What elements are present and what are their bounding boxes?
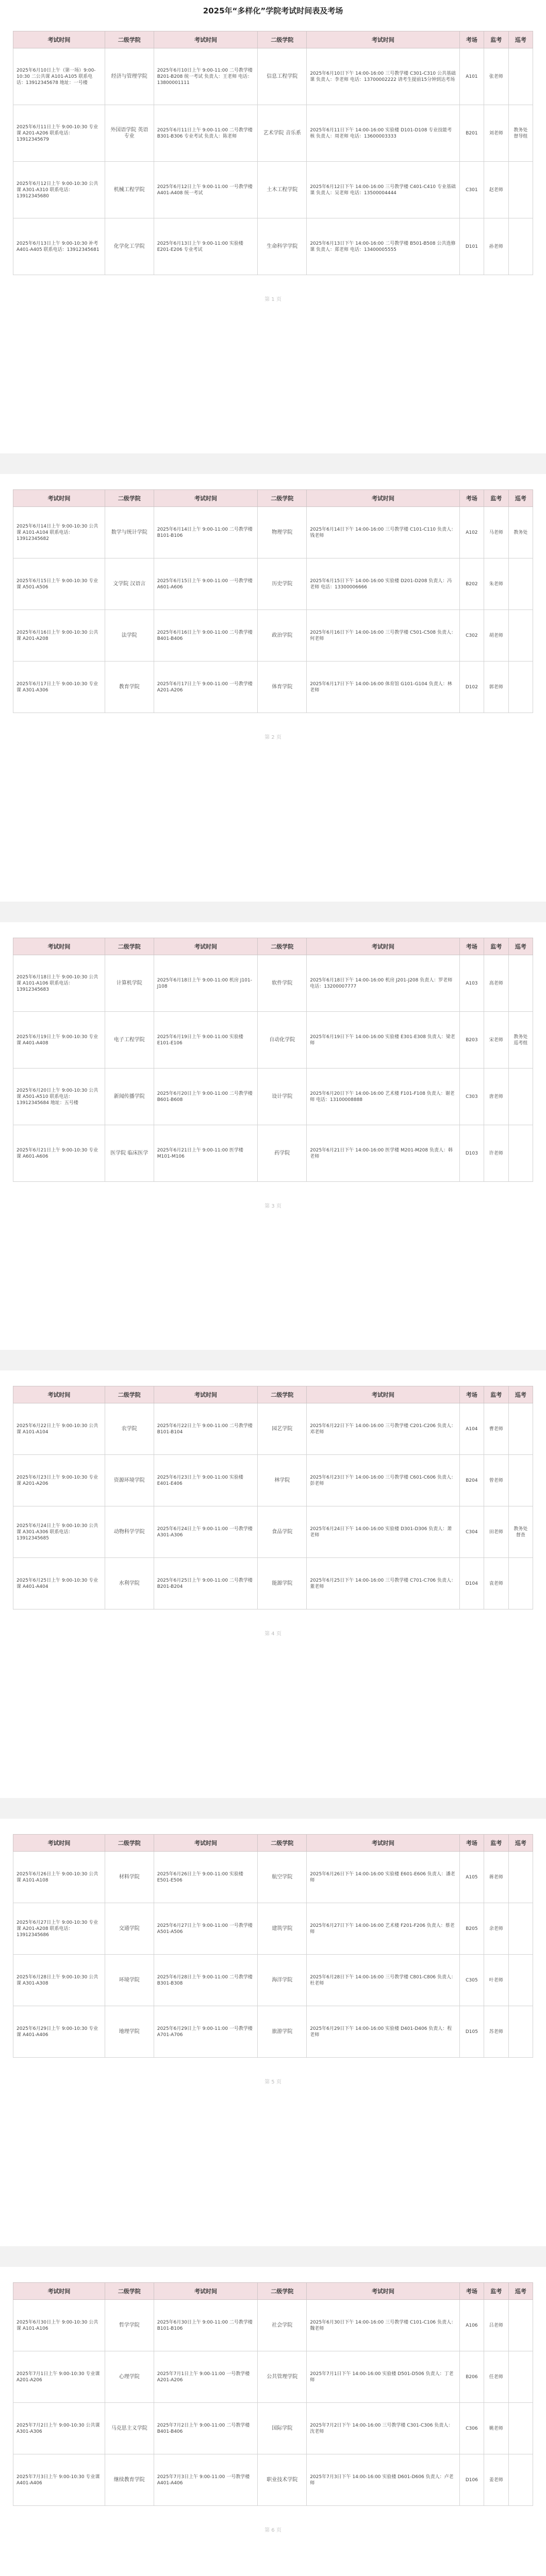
column-header-c2: 二级学院	[105, 2283, 154, 2300]
column-header-c6: 考场	[459, 1386, 484, 1403]
table-cell-a: 2025年6月27日上午 9:00-10:30 专业课 A201-A208 联系电话：13912345686	[13, 1903, 105, 1955]
table-cell-g: 刘老师	[484, 105, 508, 162]
table-cell-a: 2025年6月20日上午 9:00-10:30 公共课 A501-A510 联系电话：13912345684 地址：五号楼	[13, 1069, 105, 1125]
exam-table	[13, 1834, 533, 2058]
table-cell-f: D103	[459, 1125, 484, 1182]
table-cell-d: 土木工程学院	[258, 162, 307, 218]
table-cell-c: 2025年6月29日上午 9:00-11:00 一号教学楼 A701-A706	[154, 2006, 258, 2058]
table-cell-e: 2025年6月19日下午 14:00-16:00 实验楼 E301-E308 负责人：梁老师	[307, 1012, 459, 1069]
table-row	[13, 162, 533, 218]
table-cell-f: D102	[459, 662, 484, 713]
page-separator	[0, 2246, 546, 2267]
table-cell-d: 林学院	[258, 1455, 307, 1506]
exam-table	[13, 1386, 533, 1609]
table-cell-c: 2025年6月21日上午 9:00-11:00 医学楼 M101-M106	[154, 1125, 258, 1182]
table-cell-a: 2025年6月30日上午 9:00-10:30 公共课 A101-A106	[13, 2300, 105, 2351]
table-cell-a: 2025年6月11日上午 9:00-10:30 专业课 A201-A206 联系电话：13912345679	[13, 105, 105, 162]
column-header-c7: 监考	[484, 938, 508, 955]
table-cell-h	[508, 2006, 533, 2058]
table-cell-c: 2025年6月23日上午 9:00-11:00 实验楼 E401-E406	[154, 1455, 258, 1506]
table-cell-h	[508, 162, 533, 218]
table-cell-d: 航空学院	[258, 1852, 307, 1903]
column-header-c7: 监考	[484, 31, 508, 48]
table-cell-g: 曹老师	[484, 1403, 508, 1455]
table-cell-d: 旅游学院	[258, 2006, 307, 2058]
table-cell-h	[508, 2454, 533, 2506]
page-number: 第 5 页	[264, 2079, 282, 2085]
table-cell-h: 教务处 巡考组	[508, 1012, 533, 1069]
table-cell-d: 社会学院	[258, 2300, 307, 2351]
table-cell-e: 2025年6月13日下午 14:00-16:00 二号教学楼 B501-B508 公共选修课 负责人：郑老师 电话：13400005555	[307, 218, 459, 275]
table-cell-e: 2025年7月1日下午 14:00-16:00 实验楼 D501-D506 负责人：丁老师	[307, 2351, 459, 2403]
table-cell-b: 电子工程学院	[105, 1012, 154, 1069]
column-header-c1: 考试时间	[13, 1386, 105, 1403]
table-cell-a: 2025年7月1日上午 9:00-10:30 专业课 A201-A206	[13, 2351, 105, 2403]
table-cell-g: 姜老师	[484, 2454, 508, 2506]
table-cell-f: C305	[459, 1955, 484, 2006]
table-cell-e: 2025年6月18日下午 14:00-16:00 机房 J201-J208 负责人：罗老师 电话：13200007777	[307, 955, 459, 1012]
table-cell-a: 2025年6月22日上午 9:00-10:30 公共课 A101-A104	[13, 1403, 105, 1455]
table-cell-c: 2025年6月10日上午 9:00-11:00 二号教学楼 B201-B208 统一考试 负责人：王老师 电话：13800001111	[154, 48, 258, 105]
table-cell-f: C301	[459, 162, 484, 218]
table-cell-e: 2025年6月17日下午 14:00-16:00 体育馆 G101-G104 负责人：林老师	[307, 662, 459, 713]
table-cell-f: A104	[459, 1403, 484, 1455]
table-row	[13, 1955, 533, 2006]
column-header-c6: 考场	[459, 1835, 484, 1852]
table-cell-e: 2025年7月2日下午 14:00-16:00 三号教学楼 C301-C306 负责人：沈老师	[307, 2403, 459, 2454]
table-cell-b: 材料学院	[105, 1852, 154, 1903]
table-cell-c: 2025年6月18日上午 9:00-11:00 机房 J101-J108	[154, 955, 258, 1012]
table-cell-e: 2025年6月16日下午 14:00-16:00 三号教学楼 C501-C508 负责人：何老师	[307, 610, 459, 662]
column-header-c4: 二级学院	[258, 1386, 307, 1403]
table-cell-c: 2025年6月14日上午 9:00-11:00 二号教学楼 B101-B106	[154, 507, 258, 558]
table-cell-b: 机械工程学院	[105, 162, 154, 218]
table-row	[13, 2454, 533, 2506]
table-cell-c: 2025年6月20日上午 9:00-11:00 二号教学楼 B601-B608	[154, 1069, 258, 1125]
table-cell-g: 高老师	[484, 955, 508, 1012]
column-header-c2: 二级学院	[105, 31, 154, 48]
table-cell-a: 2025年6月25日上午 9:00-10:30 专业课 A401-A404	[13, 1558, 105, 1609]
table-cell-h	[508, 1903, 533, 1955]
table-cell-b: 医学院 临床医学	[105, 1125, 154, 1182]
column-header-c5: 考试时间	[307, 1386, 459, 1403]
table-cell-c: 2025年7月2日上午 9:00-11:00 二号教学楼 B401-B406	[154, 2403, 258, 2454]
table-cell-h	[508, 1852, 533, 1903]
table-cell-d: 生命科学学院	[258, 218, 307, 275]
page-title: 2025年“多样化”学院考试时间表及考场	[203, 6, 343, 15]
table-cell-f: A105	[459, 1852, 484, 1903]
table-cell-c: 2025年6月27日上午 9:00-11:00 一号教学楼 A501-A506	[154, 1903, 258, 1955]
table-cell-b: 法学院	[105, 610, 154, 662]
table-cell-e: 2025年6月14日下午 14:00-16:00 三号教学楼 C101-C110 负责人：钱老师	[307, 507, 459, 558]
column-header-c3: 考试时间	[154, 490, 258, 507]
table-cell-g: 胡老师	[484, 610, 508, 662]
table-cell-e: 2025年6月25日下午 14:00-16:00 三号教学楼 C701-C706 负责人：董老师	[307, 1558, 459, 1609]
table-row	[13, 1903, 533, 1955]
table-cell-c: 2025年6月15日上午 9:00-11:00 一号教学楼 A601-A606	[154, 558, 258, 610]
table-cell-g: 宋老师	[484, 1012, 508, 1069]
table-cell-d: 海洋学院	[258, 1955, 307, 2006]
table-cell-h	[508, 1125, 533, 1182]
table-cell-c: 2025年6月24日上午 9:00-11:00 一号教学楼 A301-A306	[154, 1506, 258, 1558]
table-cell-e: 2025年6月28日下午 14:00-16:00 三号教学楼 C801-C806 负责人：杜老师	[307, 1955, 459, 2006]
table-cell-g: 叶老师	[484, 1955, 508, 2006]
table-cell-b: 经济与管理学院	[105, 48, 154, 105]
table-cell-e: 2025年6月23日下午 14:00-16:00 三号教学楼 C601-C606 负责人：彭老师	[307, 1455, 459, 1506]
table-cell-f: D106	[459, 2454, 484, 2506]
table-cell-c: 2025年6月25日上午 9:00-11:00 二号教学楼 B201-B204	[154, 1558, 258, 1609]
table-cell-g: 吕老师	[484, 2300, 508, 2351]
table-row	[13, 48, 533, 105]
table-cell-e: 2025年6月30日下午 14:00-16:00 三号教学楼 C101-C106 负责人：魏老师	[307, 2300, 459, 2351]
table-row	[13, 2006, 533, 2058]
table-cell-f: B203	[459, 1012, 484, 1069]
table-cell-d: 能源学院	[258, 1558, 307, 1609]
table-cell-g: 孙老师	[484, 218, 508, 275]
column-header-c4: 二级学院	[258, 490, 307, 507]
column-header-c2: 二级学院	[105, 1835, 154, 1852]
table-cell-f: B206	[459, 2351, 484, 2403]
page-separator	[0, 1798, 546, 1819]
table-cell-a: 2025年6月12日上午 9:00-10:30 公共课 A301-A310 联系电话：13912345680	[13, 162, 105, 218]
table-cell-c: 2025年6月17日上午 9:00-11:00 一号教学楼 A201-A206	[154, 662, 258, 713]
column-header-c1: 考试时间	[13, 31, 105, 48]
table-cell-a: 2025年6月15日上午 9:00-10:30 专业课 A501-A506	[13, 558, 105, 610]
table-cell-a: 2025年6月16日上午 9:00-10:30 公共课 A201-A208	[13, 610, 105, 662]
table-cell-f: D105	[459, 2006, 484, 2058]
table-cell-g: 余老师	[484, 1903, 508, 1955]
table-cell-g: 朱老师	[484, 558, 508, 610]
table-cell-d: 艺术学院 音乐系	[258, 105, 307, 162]
table-row	[13, 2403, 533, 2454]
table-cell-f: A102	[459, 507, 484, 558]
column-header-c5: 考试时间	[307, 2283, 459, 2300]
table-cell-a: 2025年7月2日上午 9:00-10:30 公共课 A301-A306	[13, 2403, 105, 2454]
table-cell-b: 农学院	[105, 1403, 154, 1455]
table-cell-g: 田老师	[484, 1506, 508, 1558]
column-header-c7: 监考	[484, 1386, 508, 1403]
table-cell-a: 2025年6月10日上午（第一场）9:00-10:30 二公共课 A101-A105 联系电话：13912345678 地址：一号楼	[13, 48, 105, 105]
column-header-c6: 考场	[459, 938, 484, 955]
table-cell-g: 马老师	[484, 507, 508, 558]
table-cell-b: 外国语学院 英语专业	[105, 105, 154, 162]
table-row	[13, 1125, 533, 1182]
column-header-c5: 考试时间	[307, 1835, 459, 1852]
column-header-c3: 考试时间	[154, 1386, 258, 1403]
column-header-c2: 二级学院	[105, 938, 154, 955]
table-row	[13, 558, 533, 610]
table-cell-f: B202	[459, 558, 484, 610]
table-cell-g: 曾老师	[484, 1455, 508, 1506]
table-cell-b: 继续教育学院	[105, 2454, 154, 2506]
table-cell-h	[508, 1403, 533, 1455]
table-cell-c: 2025年7月1日上午 9:00-11:00 一号教学楼 A201-A206	[154, 2351, 258, 2403]
table-cell-d: 食品学院	[258, 1506, 307, 1558]
table-cell-a: 2025年6月14日上午 9:00-10:30 公共课 A101-A104 联系电话：13912345682	[13, 507, 105, 558]
table-cell-g: 姚老师	[484, 2403, 508, 2454]
table-cell-h: 教务处 督导组	[508, 105, 533, 162]
column-header-c8: 巡考	[508, 490, 533, 507]
table-cell-d: 物理学院	[258, 507, 307, 558]
table-cell-d: 体育学院	[258, 662, 307, 713]
table-row	[13, 105, 533, 162]
column-header-c7: 监考	[484, 2283, 508, 2300]
table-cell-b: 马克思主义学院	[105, 2403, 154, 2454]
column-header-c7: 监考	[484, 1835, 508, 1852]
column-header-c1: 考试时间	[13, 1835, 105, 1852]
table-row	[13, 1506, 533, 1558]
column-header-c6: 考场	[459, 490, 484, 507]
table-cell-b: 新闻传播学院	[105, 1069, 154, 1125]
column-header-c5: 考试时间	[307, 31, 459, 48]
table-cell-g: 赵老师	[484, 162, 508, 218]
table-cell-d: 国际学院	[258, 2403, 307, 2454]
table-row	[13, 218, 533, 275]
table-cell-d: 政治学院	[258, 610, 307, 662]
column-header-c8: 巡考	[508, 1386, 533, 1403]
table-row	[13, 2300, 533, 2351]
column-header-c2: 二级学院	[105, 490, 154, 507]
table-cell-e: 2025年6月20日下午 14:00-16:00 艺术楼 F101-F108 负责人：谢老师 电话：13100008888	[307, 1069, 459, 1125]
exam-table	[13, 31, 533, 275]
table-cell-d: 职业技术学院	[258, 2454, 307, 2506]
column-header-c4: 二级学院	[258, 1835, 307, 1852]
table-cell-c: 2025年6月22日上午 9:00-11:00 二号教学楼 B101-B104	[154, 1403, 258, 1455]
table-row	[13, 1558, 533, 1609]
column-header-c2: 二级学院	[105, 1386, 154, 1403]
table-cell-a: 2025年6月19日上午 9:00-10:30 专业课 A401-A408	[13, 1012, 105, 1069]
table-cell-c: 2025年6月19日上午 9:00-11:00 实验楼 E101-E106	[154, 1012, 258, 1069]
table-cell-g: 郭老师	[484, 662, 508, 713]
table-cell-b: 环境学院	[105, 1955, 154, 2006]
column-header-c7: 监考	[484, 490, 508, 507]
table-cell-d: 历史学院	[258, 558, 307, 610]
table-cell-c: 2025年6月16日上午 9:00-11:00 二号教学楼 B401-B406	[154, 610, 258, 662]
table-row	[13, 1852, 533, 1903]
exam-table	[13, 938, 533, 1182]
table-cell-h	[508, 662, 533, 713]
column-header-c3: 考试时间	[154, 938, 258, 955]
column-header-c6: 考场	[459, 2283, 484, 2300]
table-cell-f: C302	[459, 610, 484, 662]
table-cell-e: 2025年6月12日下午 14:00-16:00 三号教学楼 C401-C410 专业基础课 负责人：吴老师 电话：13500004444	[307, 162, 459, 218]
table-cell-e: 2025年6月15日下午 14:00-16:00 实验楼 D201-D208 负责人：冯老师 电话：13300006666	[307, 558, 459, 610]
table-cell-a: 2025年6月21日上午 9:00-10:30 专业课 A601-A606	[13, 1125, 105, 1182]
table-cell-f: B205	[459, 1903, 484, 1955]
table-cell-c: 2025年6月11日上午 9:00-11:00 二号教学楼 B301-B306 专业考试 负责人：陈老师	[154, 105, 258, 162]
page-number: 第 1 页	[264, 297, 282, 302]
column-header-c1: 考试时间	[13, 938, 105, 955]
table-cell-a: 2025年6月24日上午 9:00-10:30 公共课 A301-A306 联系电话：13912345685	[13, 1506, 105, 1558]
table-cell-a: 2025年6月18日上午 9:00-10:30 公共课 A101-A106 联系电话：13912345683	[13, 955, 105, 1012]
table-cell-f: C304	[459, 1506, 484, 1558]
table-cell-b: 教育学院	[105, 662, 154, 713]
table-cell-b: 动物科学学院	[105, 1506, 154, 1558]
column-header-c8: 巡考	[508, 31, 533, 48]
table-cell-a: 2025年7月3日上午 9:00-10:30 专业课 A401-A406	[13, 2454, 105, 2506]
page-separator	[0, 1350, 546, 1370]
table-cell-g: 张老师	[484, 48, 508, 105]
table-row	[13, 610, 533, 662]
table-cell-c: 2025年6月12日上午 9:00-11:00 一号教学楼 A401-A408 统一考试	[154, 162, 258, 218]
table-cell-h: 教务处 督查	[508, 1506, 533, 1558]
table-cell-a: 2025年6月13日上午 9:00-10:30 补考 A401-A405 联系电话：13912345681	[13, 218, 105, 275]
table-cell-c: 2025年7月3日上午 9:00-11:00 一号教学楼 A401-A406	[154, 2454, 258, 2506]
table-row	[13, 1069, 533, 1125]
table-cell-d: 设计学院	[258, 1069, 307, 1125]
table-cell-b: 哲学学院	[105, 2300, 154, 2351]
table-cell-d: 信息工程学院	[258, 48, 307, 105]
table-cell-g: 唐老师	[484, 1069, 508, 1125]
table-row	[13, 1012, 533, 1069]
table-cell-b: 化学化工学院	[105, 218, 154, 275]
table-cell-f: C306	[459, 2403, 484, 2454]
page-number: 第 2 页	[264, 735, 282, 740]
table-cell-h	[508, 1069, 533, 1125]
table-cell-d: 园艺学院	[258, 1403, 307, 1455]
table-cell-e: 2025年6月29日下午 14:00-16:00 实验楼 D401-D406 负责人：程老师	[307, 2006, 459, 2058]
column-header-c4: 二级学院	[258, 938, 307, 955]
column-header-c5: 考试时间	[307, 490, 459, 507]
table-cell-b: 数学与统计学院	[105, 507, 154, 558]
table-cell-a: 2025年6月26日上午 9:00-10:30 公共课 A101-A108	[13, 1852, 105, 1903]
table-cell-d: 药学院	[258, 1125, 307, 1182]
table-cell-e: 2025年7月3日下午 14:00-16:00 实验楼 D601-D606 负责人：卢老师	[307, 2454, 459, 2506]
table-cell-b: 交通学院	[105, 1903, 154, 1955]
table-cell-g: 袁老师	[484, 1558, 508, 1609]
table-cell-g: 许老师	[484, 1125, 508, 1182]
table-cell-h	[508, 2403, 533, 2454]
table-row	[13, 507, 533, 558]
table-cell-h	[508, 1455, 533, 1506]
table-cell-g: 蒋老师	[484, 1852, 508, 1903]
table-cell-a: 2025年6月23日上午 9:00-10:30 专业课 A201-A206	[13, 1455, 105, 1506]
table-cell-h: 教务处	[508, 507, 533, 558]
table-cell-h	[508, 610, 533, 662]
table-row	[13, 955, 533, 1012]
column-header-c3: 考试时间	[154, 31, 258, 48]
table-cell-b: 地理学院	[105, 2006, 154, 2058]
table-cell-g: 苏老师	[484, 2006, 508, 2058]
table-cell-h	[508, 1558, 533, 1609]
table-cell-d: 公共管理学院	[258, 2351, 307, 2403]
table-cell-e: 2025年6月10日下午 14:00-16:00 三号教学楼 C301-C310 公共基础课 负责人：李老师 电话：13700002222 请考生提前15分钟到达考场	[307, 48, 459, 105]
table-cell-a: 2025年6月29日上午 9:00-10:30 专业课 A401-A406	[13, 2006, 105, 2058]
table-cell-e: 2025年6月26日下午 14:00-16:00 实验楼 E601-E606 负责人：潘老师	[307, 1852, 459, 1903]
table-cell-h	[508, 218, 533, 275]
table-cell-h	[508, 1955, 533, 2006]
table-cell-c: 2025年6月30日上午 9:00-11:00 二号教学楼 B101-B106	[154, 2300, 258, 2351]
table-cell-f: A103	[459, 955, 484, 1012]
table-cell-a: 2025年6月17日上午 9:00-10:30 专业课 A301-A306	[13, 662, 105, 713]
table-cell-f: D104	[459, 1558, 484, 1609]
table-cell-e: 2025年6月24日下午 14:00-16:00 实验楼 D301-D306 负责人：萧老师	[307, 1506, 459, 1558]
table-cell-e: 2025年6月27日下午 14:00-16:00 艺术楼 F201-F206 负责人：蔡老师	[307, 1903, 459, 1955]
table-cell-h	[508, 558, 533, 610]
exam-table	[13, 2282, 533, 2506]
table-cell-g: 任老师	[484, 2351, 508, 2403]
table-cell-f: C303	[459, 1069, 484, 1125]
table-row	[13, 662, 533, 713]
table-cell-c: 2025年6月26日上午 9:00-11:00 实验楼 E501-E506	[154, 1852, 258, 1903]
column-header-c8: 巡考	[508, 938, 533, 955]
table-cell-f: B201	[459, 105, 484, 162]
table-cell-f: B204	[459, 1455, 484, 1506]
page-separator	[0, 453, 546, 474]
table-row	[13, 1403, 533, 1455]
table-cell-h	[508, 48, 533, 105]
column-header-c4: 二级学院	[258, 2283, 307, 2300]
table-cell-e: 2025年6月11日下午 14:00-16:00 实验楼 D101-D108 专业技能考核 负责人：周老师 电话：13600003333	[307, 105, 459, 162]
table-cell-b: 文学院 汉语言	[105, 558, 154, 610]
table-cell-b: 资源环境学院	[105, 1455, 154, 1506]
table-cell-d: 软件学院	[258, 955, 307, 1012]
column-header-c8: 巡考	[508, 2283, 533, 2300]
column-header-c4: 二级学院	[258, 31, 307, 48]
table-row	[13, 1455, 533, 1506]
page-number: 第 3 页	[264, 1204, 282, 1209]
column-header-c5: 考试时间	[307, 938, 459, 955]
column-header-c3: 考试时间	[154, 1835, 258, 1852]
table-cell-c: 2025年6月13日上午 9:00-11:00 实验楼 E201-E206 专业考试	[154, 218, 258, 275]
table-cell-b: 心理学院	[105, 2351, 154, 2403]
table-cell-h	[508, 2351, 533, 2403]
table-cell-f: D101	[459, 218, 484, 275]
table-cell-e: 2025年6月21日下午 14:00-16:00 医学楼 M201-M208 负责人：韩老师	[307, 1125, 459, 1182]
table-row	[13, 2351, 533, 2403]
table-cell-d: 建筑学院	[258, 1903, 307, 1955]
table-cell-a: 2025年6月28日上午 9:00-10:30 公共课 A301-A308	[13, 1955, 105, 2006]
table-cell-c: 2025年6月28日上午 9:00-11:00 二号教学楼 B301-B308	[154, 1955, 258, 2006]
exam-table	[13, 489, 533, 713]
column-header-c8: 巡考	[508, 1835, 533, 1852]
table-cell-f: A101	[459, 48, 484, 105]
table-cell-f: A106	[459, 2300, 484, 2351]
page-number: 第 4 页	[264, 1631, 282, 1637]
page-number: 第 6 页	[264, 2528, 282, 2533]
table-cell-e: 2025年6月22日下午 14:00-16:00 三号教学楼 C201-C206 负责人：邓老师	[307, 1403, 459, 1455]
column-header-c6: 考场	[459, 31, 484, 48]
table-cell-d: 自动化学院	[258, 1012, 307, 1069]
table-cell-b: 水利学院	[105, 1558, 154, 1609]
column-header-c1: 考试时间	[13, 490, 105, 507]
table-cell-h	[508, 2300, 533, 2351]
column-header-c3: 考试时间	[154, 2283, 258, 2300]
page-separator	[0, 902, 546, 922]
table-cell-h	[508, 955, 533, 1012]
table-cell-b: 计算机学院	[105, 955, 154, 1012]
column-header-c1: 考试时间	[13, 2283, 105, 2300]
